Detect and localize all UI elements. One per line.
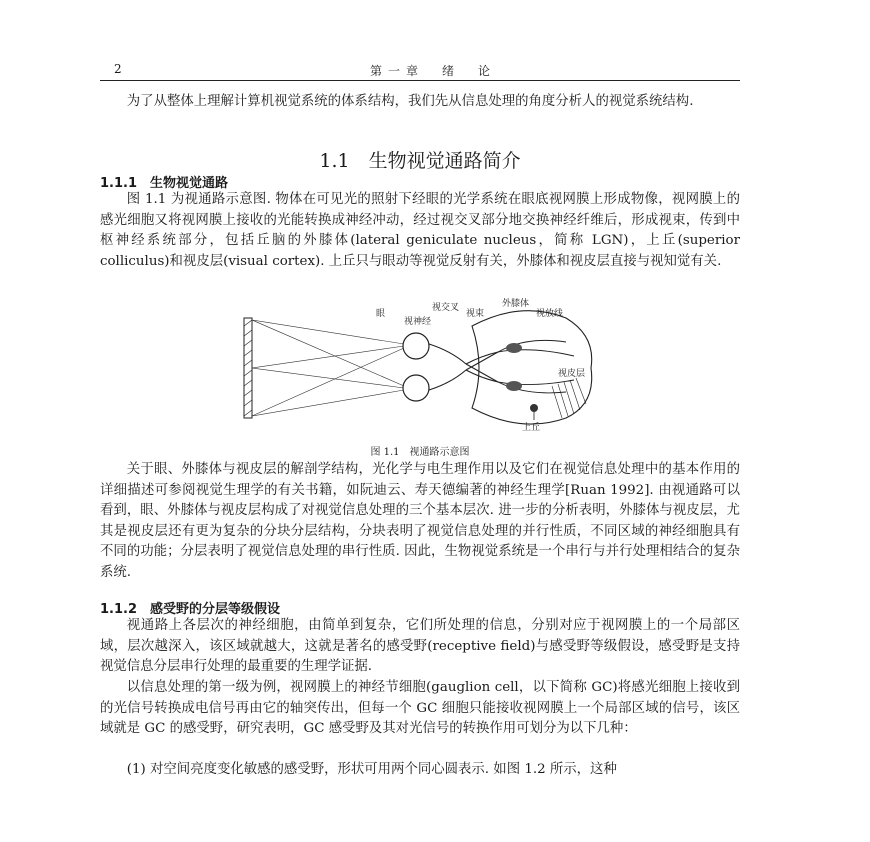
colliculus-mark bbox=[530, 404, 538, 412]
subsection-title-2: 1.1.2 感受野的分层等级假设 bbox=[100, 602, 281, 617]
label-eye: 眼 bbox=[376, 309, 386, 319]
paragraph-ganglion: 以信息处理的第一级为例，视网膜上的神经节细胞(gauglion cell，以下简称 GC)将感光细胞上接收到的光信号转换成电信号再由它的轴突传出，但每一个 GC 细胞只能接收视网膜上一个局部区域的信号，该区域就是 GC 的感受野，研究表明，GC 感受野及其对光信号的转换作用可划分为以下几种： bbox=[100, 680, 740, 736]
label-optic-tract: 视束 bbox=[466, 309, 485, 319]
visual-pathway-diagram bbox=[236, 296, 616, 436]
object-hatch bbox=[244, 320, 252, 416]
chapter-title: 第一章 绪 论 bbox=[370, 64, 497, 78]
list-item-1: (1) 对空间亮度变化敏感的感受野，形状可用两个同心圆表示. 如图 1.2 所示，这种 bbox=[126, 762, 617, 777]
paragraph-receptive-field: 视通路上各层次的神经细胞，由简单到复杂，它们所处理的信息，分别对应于视网膜上的一个局部区域，层次越深入，该区域就越大，这就是著名的感受野(receptive field)与感受野等级假设，感受野是支持视觉信息分层串行处理的最重要的生理学证据. bbox=[100, 618, 740, 674]
eye-upper bbox=[403, 333, 429, 359]
label-lgn: 外膝体 bbox=[502, 299, 530, 309]
header-rule bbox=[100, 80, 740, 81]
page-header bbox=[100, 62, 740, 80]
figure-caption: 图 1.1 视通路示意图 bbox=[370, 447, 470, 458]
subsection-title-1: 1.1.1 生物视觉通路 bbox=[100, 176, 229, 191]
section-title: 1.1 生物视觉通路简介 bbox=[319, 150, 521, 172]
eye-lower bbox=[403, 375, 429, 401]
lgn-upper bbox=[506, 343, 522, 353]
lgn-lower bbox=[506, 381, 522, 391]
paragraph-pathway: 图 1.1 为视通路示意图. 物体在可见光的照射下经眼的光学系统在眼底视网膜上形成物像，视网膜上的感光细胞又将视网膜上接收的光能转换成神经冲动，经过视交叉部分地交换神经纤维后，形成视束，传到中枢神经系统部分，包括丘脑的外膝体(lateral geniculate nucleus，简称 LGN)，上丘(superior colliculus)和视皮层(visual cortex). 上丘只与眼动等视觉反射有关，外膝体和视皮层直接与视知觉有关. bbox=[100, 192, 740, 269]
label-cortex: 视皮层 bbox=[558, 369, 586, 379]
light-rays bbox=[252, 320, 404, 416]
page-number: 2 bbox=[114, 62, 122, 76]
cortex-hatch bbox=[552, 378, 586, 418]
paragraph-anatomy: 关于眼、外膝体与视皮层的解剖学结构，光化学与电生理作用以及它们在视觉信息处理中的基本作用的详细描述可参阅视觉生理学的有关书籍，如阮迪云、寿天德编著的神经生理学[Ruan 1992]. 由视通路可以看到，眼、外膝体与视皮层构成了对视觉信息处理的三个基本层次. 进一步的分析表明，外膝体与视皮层，尤其是视皮层还有更为复杂的分块分层结构，分块表明了视觉信息处理的并行性质，不同区域的神经细胞具有不同的功能；分层表明了视觉信息处理的串行性质. 因此，生物视觉系统是一个串行与并行处理相结合的复杂系统. bbox=[100, 462, 740, 580]
label-optic-nerve: 视神经 bbox=[404, 317, 432, 327]
intro-paragraph: 为了从整体上理解计算机视觉系统的体系结构，我们先从信息处理的角度分析人的视觉系统结构. bbox=[126, 94, 694, 109]
label-colliculus: 上丘 bbox=[522, 423, 541, 433]
label-chiasm: 视交叉 bbox=[432, 303, 460, 313]
label-radiation: 视放线 bbox=[536, 309, 564, 319]
optic-nerves bbox=[429, 344, 498, 390]
